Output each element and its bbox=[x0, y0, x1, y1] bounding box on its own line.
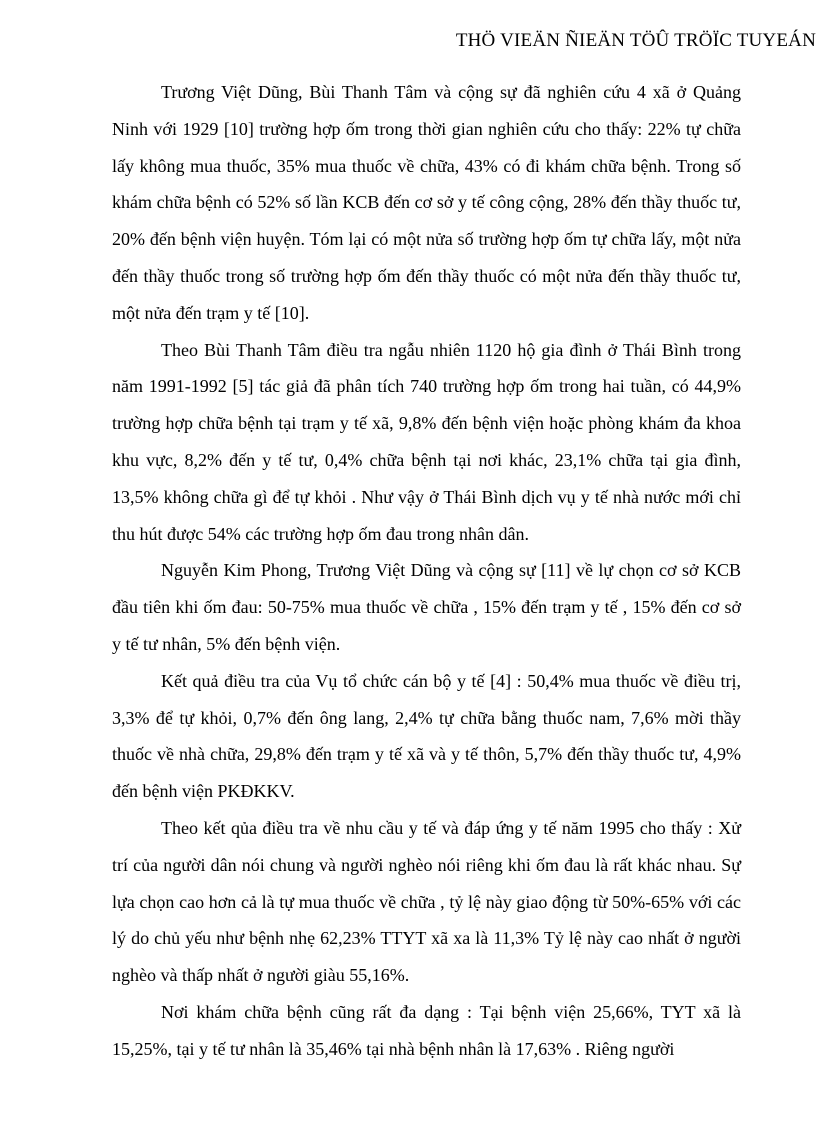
paragraph-2: Theo Bùi Thanh Tâm điều tra ngẫu nhiên 1120 hộ gia đình ở Thái Bình trong năm 1991-1992 [5] tác giả đã phân tích 740 trường hợp ốm trong hai tuần, có 44,9% trường hợp chữa bệnh tại trạm y tế xã, 9,8% đến bệnh viện hoặc phòng khám đa khoa khu vực, 8,2% đến y tế tư, 0,4% chữa bệnh tại nơi khác, 23,1% chữa tại gia đình, 13,5% không chữa gì để tự khỏi . Như vậy ở Thái Bình dịch vụ y tế nhà nước mới chỉ thu hút được 54% các trường hợp ốm đau trong nhân dân. bbox=[112, 339, 741, 544]
paragraph-6: Nơi khám chữa bệnh cũng rất đa dạng : Tại bệnh viện 25,66%, TYT xã là 15,25%, tại y tế tư nhân là 35,46% tại nhà bệnh nhân là 17,63% . Riêng người bbox=[112, 1001, 741, 1059]
paragraph-4: Kết quả điều tra của Vụ tổ chức cán bộ y tế [4] : 50,4% mua thuốc về điều trị, 3,3% để tự khỏi, 0,7% đến ông lang, 2,4% tự chữa bằng thuốc nam, 7,6% mời thầy thuốc về nhà chữa, 29,8% đến trạm y tế xã và y tế thôn, 5,7% đến thầy thuốc tư, 4,9% đến bệnh viện PKĐKKV. bbox=[112, 670, 741, 802]
page-header: THÖ VIEÄN ÑIEÄN TÖÛ TRÖÏC TUYEÁN bbox=[455, 30, 816, 51]
paragraph-5: Theo kết qủa điều tra về nhu cầu y tế và đáp ứng y tế năm 1995 cho thấy : Xử trí của người dân nói chung và người nghèo nói riêng khi ốm đau là rất khác nhau. Sự lựa chọn cao hơn cả là tự mua thuốc về chữa , tỷ lệ này giao động từ 50%-65% với các lý do chủ yếu như bệnh nhẹ 62,23% TTYT xã xa là 11,3% Tỷ lệ này cao nhất ở người nghèo và thấp nhất ở người giàu 55,16%. bbox=[112, 817, 741, 986]
paragraph-1: Trương Việt Dũng, Bùi Thanh Tâm và cộng sự đã nghiên cứu 4 xã ở Quảng Ninh với 1929 [10] trường hợp ốm trong thời gian nghiên cứu cho thấy: 22% tự chữa lấy không mua thuốc, 35% mua thuốc về chữa, 43% có đi khám chữa bệnh. Trong số khám chữa bệnh có 52% số lần KCB đến cơ sở y tế công cộng, 28% đến thầy thuốc tư, 20% đến bệnh viện huyện. Tóm lại có một nửa số trường hợp ốm tự chữa lấy, một nửa đến thầy thuốc trong số trường hợp ốm đến thầy thuốc có một nửa đến thầy thuốc tư, một nửa đến trạm y tế [10]. bbox=[112, 82, 741, 323]
document-body bbox=[112, 74, 741, 1068]
paragraph-3: Nguyễn Kim Phong, Trương Việt Dũng và cộng sự [11] về lự chọn cơ sở KCB đầu tiên khi ốm đau: 50-75% mua thuốc về chữa , 15% đến trạm y tế , 15% đến cơ sở y tế tư nhân, 5% đến bệnh viện. bbox=[112, 560, 741, 654]
